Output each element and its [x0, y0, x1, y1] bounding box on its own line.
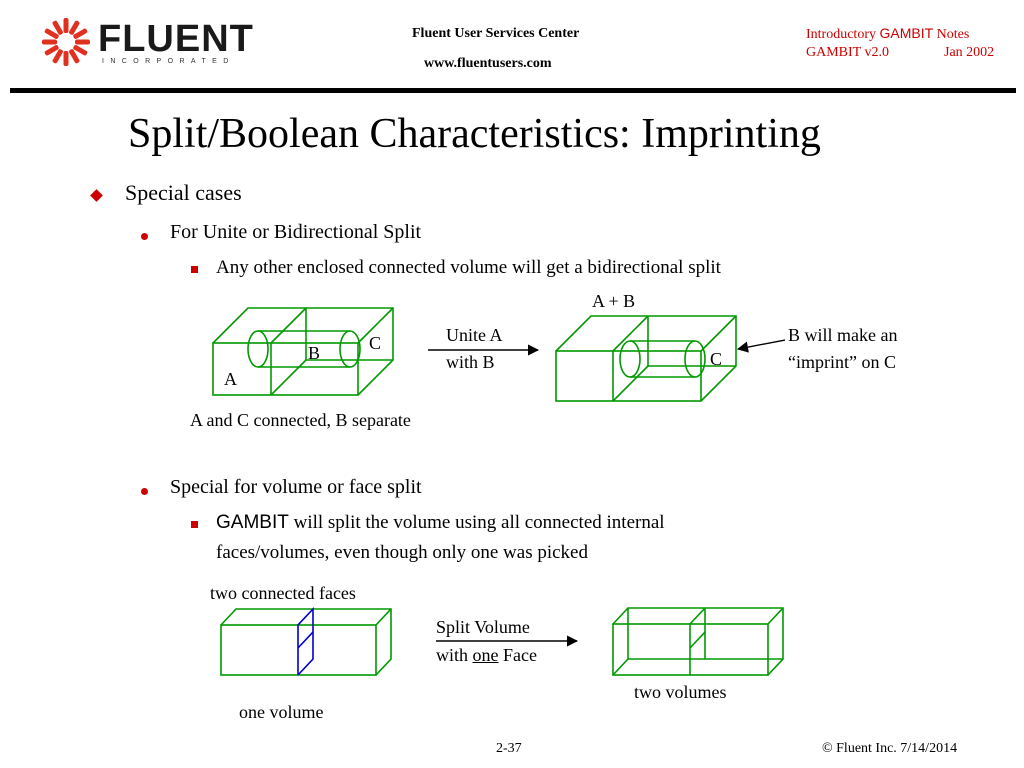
result-label-c: C [710, 349, 723, 369]
notes-word-gambit: GAMBIT [879, 25, 934, 41]
split-label-line1: Split Volume [436, 617, 530, 637]
sub-bullet-volume-face-split: Special for volume or face split [170, 476, 422, 498]
box-a-plus-b-diagram [556, 316, 736, 401]
split-label-one: one [472, 645, 499, 665]
two-volumes-box [613, 608, 783, 675]
item-bidirectional-split: Any other enclosed connected volume will get a bidirectional split [216, 257, 721, 278]
unite-label-line1: Unite A [446, 325, 503, 345]
logo-wordmark: FLUENT [98, 18, 254, 60]
one-volume-box [221, 609, 391, 675]
unite-label-line2: with B [446, 352, 495, 372]
date-label: Jan 2002 [944, 45, 995, 60]
version-label: GAMBIT v2.0 [806, 45, 889, 60]
label-b: B [308, 343, 321, 363]
two-connected-faces-label: two connected faces [210, 583, 356, 603]
connected-faces [298, 609, 313, 675]
one-volume-label: one volume [239, 702, 324, 722]
copyright: © Fluent Inc. 7/14/2014 [822, 741, 958, 756]
split-label-with: with [436, 645, 473, 665]
notes-word-notes: Notes [936, 27, 970, 42]
figure1-caption: A and C connected, B separate [190, 410, 411, 430]
item-line1-text: will split the volume using all connected internal [288, 512, 665, 533]
box-a-c-diagram [213, 308, 393, 395]
split-label-face: Face [498, 645, 537, 665]
imprint-note-line1: B will make an [788, 325, 898, 345]
logo-subtext: INCORPORATED [102, 58, 235, 65]
bullet-special-cases: Special cases [125, 180, 242, 205]
services-url[interactable]: www.fluentusers.com [424, 56, 552, 71]
sub-bullet-unite: For Unite or Bidirectional Split [170, 221, 422, 243]
page-number: 2-37 [496, 741, 522, 756]
gambit-word: GAMBIT [216, 512, 289, 533]
imprint-pointer-arrow [738, 340, 785, 349]
label-a: A [224, 369, 237, 389]
split-label-line2 [436, 645, 537, 666]
label-c: C [369, 333, 382, 353]
item-gambit-split-line2: faces/volumes, even though only one was picked [216, 542, 588, 563]
slide-title: Split/Boolean Characteristics: Imprinting [128, 111, 821, 157]
imprint-note-line2: “imprint” on C [788, 352, 896, 372]
services-center-title: Fluent User Services Center [412, 26, 580, 41]
notes-word-introductory: Introductory [806, 27, 876, 42]
result-label-a-plus-b: A + B [592, 291, 636, 311]
two-volumes-label: two volumes [634, 682, 727, 702]
